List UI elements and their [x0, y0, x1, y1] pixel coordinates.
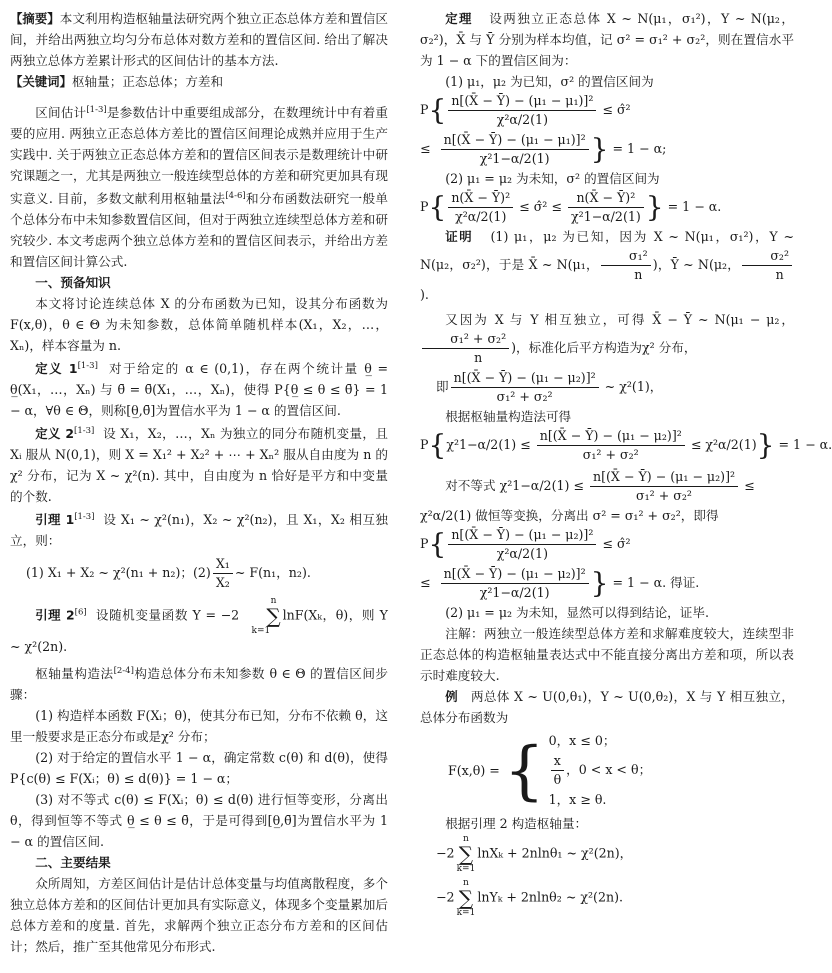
pivot-formula-1 [420, 834, 794, 874]
prob-symbol: P [420, 102, 429, 117]
sec2-paragraph: 众所周知，方差区间估计是估计总体变量与均值离散程度，多个独立总体方差和的区间估计更加具有实际意义，体现多个变量累加后总体方差和的度量. 首先，求解两个独立正态分布方差和的区间估计；然后，推广至其他常见分布形式. [10, 876, 388, 954]
right-column [420, 8, 832, 918]
f3-num-2: n(X̄ − Ȳ)² [568, 189, 644, 208]
abstract-text: 本文利用构造枢轴量法研究两个独立正态总体方差和置信区间，并给出两独立均匀分布总体对数方差和的置信区间. 给出了解决两独立总体方差累计形式的区间估计的基本方法. [10, 11, 389, 68]
proof-p3-tail: ~ χ²(1)， [604, 379, 663, 394]
right-brace: } [645, 190, 664, 224]
lemma1-frac-num: X₁ [213, 555, 233, 574]
proof [420, 226, 794, 305]
prob-symbol: P [420, 536, 429, 551]
proof-p3-den: σ₁² + σ₂² [496, 389, 553, 404]
note-paragraph: 注解：两独立一般连续型总体方差和求解难度较大，连续型非正态总体的构造枢轴量表达式中不能直接分离出方差和项，所以表示时难度较大. [420, 626, 794, 683]
p1-lead: −2 [436, 845, 455, 861]
lemma2-sum [241, 596, 280, 636]
f5-num: n[(X̄ − Ȳ) − (μ₁ − μ₂)]² [448, 526, 596, 545]
p1-tail: lnXₖ + 2nlnθ₁ ~ χ²(2n)， [477, 845, 633, 861]
intro-text-a: 区间估计 [35, 105, 87, 120]
left-column [10, 8, 388, 957]
f4-num: n[(X̄ − Ȳ) − (μ₁ − μ₂)]² [537, 427, 685, 446]
ineq-den: σ₁² + σ₂² [636, 488, 692, 503]
f6-lead: ≤ [420, 575, 431, 590]
formula-6-fraction [441, 565, 589, 602]
proof-formula-3 [420, 369, 794, 406]
pivot-citation: [2-4] [113, 666, 134, 676]
ineq-tail: ≤ [744, 478, 755, 493]
intro-paragraph [10, 100, 388, 272]
theorem-text: 设两独立正态总体 X ~ N(μ₁，σ₁²)，Y ~ N(μ₂，σ₂²)，X̄ 与 Ȳ 分别为样本均值，记 σ² = σ₁² + σ₂²，则在置信水平为 1 − α 下的置信区间为： [420, 11, 795, 68]
f6-tail: = 1 − α. 得证. [612, 575, 700, 590]
piecewise-formula [420, 730, 794, 811]
fx-lhs: F(x,θ) = [448, 763, 500, 778]
p2-sum-top: n [463, 878, 469, 888]
formula-4 [420, 427, 832, 464]
f2-tail: = 1 − α; [612, 141, 667, 156]
right-brace: } [590, 132, 609, 166]
left-brace: { [428, 527, 447, 561]
f4-den: σ₁² + σ₂² [582, 447, 639, 462]
proof-p2-a: 又因为 X 与 Y 相互独立，可得 X̄ − Ȳ ~ N(μ₁ − μ₂， [445, 312, 794, 327]
pivot-formula-2 [420, 878, 794, 918]
f1-num: n[(X̄ − Ȳ) − (μ₁ − μ₁)]² [448, 92, 596, 111]
prob-symbol: P [420, 199, 429, 214]
keywords [10, 71, 388, 92]
step-1: (1) 构造样本函数 F(Xᵢ；θ)，使其分布已知，分布不依赖 θ，这里一般要求是正态分布或是χ² 分布； [10, 708, 388, 744]
p2-tail: lnYₖ + 2nlnθ₂ ~ χ²(2n). [477, 889, 624, 905]
example-text: 两总体 X ~ U(0,θ₁)，Y ~ U(0,θ₂)，X 与 Y 相互独立，总体分布函数为 [420, 689, 794, 725]
p1-sum-top: n [463, 834, 469, 844]
example-label: 例 [445, 689, 458, 704]
left-brace: { [428, 428, 447, 462]
def1-text: 对于给定的 α ∈ (0,1)，存在两个统计量 θ̲ = θ̲(X₁，…，Xₙ) 与 θ̄ = θ̄(X₁，…，Xₙ)，使得 P{θ̲ ≤ θ ≤ θ̄} = 1 − α，∀θ ∈ Θ，则称[θ̲,θ̄]为置信水平为 1 − α 的置信区间. [10, 361, 388, 418]
proof-text-c: ). [420, 287, 429, 302]
f6-num: n[(X̄ − Ȳ) − (μ₁ − μ₂)]² [441, 565, 589, 584]
intro-text-b: 是参数估计中重要组成部分，在数理统计中有着重要的应用. 两独立正态总体方差比的置信区间理论成熟并应用于生产实践中. 关于两独立正态总体方差和的置信区间表示是数理统计中研究课题之一，尤其是两独立一般连续型总体的方差和研究更加具有现实意义. 目前，多数文献利用枢轴量法 [10, 105, 389, 206]
step-3: (3) 对不等式 c(θ) ≤ F(Xᵢ；θ) ≤ d(θ) 进行恒等变形，分离出 θ，得到恒等不等式 θ̲ ≤ θ ≤ θ̄，于是可得到[θ̲,θ̄]为置信水平为 1 − α 的置信区间. [10, 792, 388, 849]
formula-2 [420, 131, 794, 168]
proof-p2-fraction [422, 330, 509, 367]
proof-frac2-den: n [775, 267, 784, 282]
theorem [420, 8, 794, 71]
f4-lead: χ²1−α/2(1) ≤ [446, 437, 531, 452]
definition-1 [10, 356, 388, 421]
pivot-text-b: 构造总体分布未知参数 θ ∈ Θ 的置信区间步骤： [10, 666, 388, 702]
f2-num: n[(X̄ − Ȳ) − (μ₁ − μ₁)]² [441, 131, 589, 150]
proof-paragraph-2 [420, 309, 794, 367]
lemma2-text-a: 设随机变量函数 Y = −2 [95, 607, 240, 623]
proof-frac1-den: n [634, 267, 643, 282]
def2-text: 设 X₁，X₂，…，Xₙ 为独立的同分布随机变量，且 Xᵢ 服从 N(0,1)，则 X = X₁² + X₂² + ⋯ + Xₙ² 服从自由度为 n 的χ² 分布，记为 X ~ χ²(n). 其中，自由度为 n 恰好是平方和中变量的个数. [10, 426, 388, 504]
formula-5 [420, 526, 794, 563]
formula-3-fraction-b [568, 189, 644, 226]
fx-case2-tail: ，0 < x < θ； [566, 762, 652, 777]
proof-fraction-1 [601, 247, 651, 284]
formula-4-fraction [537, 427, 685, 464]
abstract [10, 8, 388, 71]
def2-label: 定义 2 [35, 426, 75, 441]
f3-mid: ≤ σ̂² ≤ [519, 199, 562, 214]
keywords-text: 枢轴量；正态总体；方差和 [71, 74, 224, 89]
f4-tail: ≤ χ²α/2(1) [690, 437, 757, 452]
lemma1-citation: [1-3] [74, 512, 95, 522]
piecewise-cases [549, 730, 652, 811]
ineq-lead: 对不等式 χ²1−α/2(1) ≤ [445, 478, 584, 493]
sigma-symbol: ∑ [458, 886, 474, 910]
fx-case2-num: x [551, 752, 565, 771]
proof-p3-num: n[(X̄ − Ȳ) − (μ₁ − μ₂)]² [451, 369, 599, 388]
lemma2-citation: [6] [74, 607, 87, 618]
abstract-tag: 【摘要】 [10, 11, 60, 26]
sigma-symbol: ∑ [266, 604, 281, 628]
proof-text-b: )，Ȳ ~ N(μ₂， [652, 257, 741, 272]
inequality-paragraph-2: χ²α/2(1) 做恒等变换，分离出 σ² = σ₁² + σ₂²，即得 [420, 508, 719, 523]
formula-6 [420, 565, 794, 602]
fx-case-3: 1，x ≥ θ. [548, 792, 607, 807]
fx-case-1: 0，x ≤ 0； [548, 733, 616, 748]
def1-label: 定义 1 [35, 361, 78, 376]
fx-case2-den: θ [553, 772, 562, 787]
p2-sum-bottom: k=1 [456, 908, 476, 918]
right-brace: } [590, 566, 609, 600]
f4-end: = 1 − α. [778, 437, 832, 452]
section-1-title: 一、预备知识 [35, 275, 111, 290]
f1-den: χ²α/2(1) [496, 112, 548, 127]
lemma1-text: 设 X₁ ~ χ²(n₁)，X₂ ~ χ²(n₂)，且 X₁，X₂ 相互独立，则： [10, 512, 389, 548]
piecewise-brace: { [503, 733, 545, 808]
case-1-intro: (1) μ₁，μ₂ 为已知，σ² 的置信区间为 [445, 74, 654, 89]
f5-den: χ²α/2(1) [496, 546, 548, 561]
lemma1-frac-den: X₂ [215, 575, 230, 590]
example [420, 686, 794, 728]
formula-1-fraction [448, 92, 596, 129]
proof-p3-fraction [451, 369, 599, 406]
lemma1-formula-a: (1) X₁ + X₂ ~ χ²(n₁ + n₂)；(2) [26, 565, 211, 580]
lemma-1 [10, 507, 388, 551]
proof-p2-b: )，标准化后平方构造为χ² 分布， [511, 340, 697, 355]
lemma-2 [10, 596, 388, 657]
lemma2-text-b: lnF(Xₖ，θ)，则 Y ~ χ²(2n). [10, 607, 388, 654]
p2-lead: −2 [436, 889, 455, 905]
proof-p3-lead: 即 [436, 379, 449, 394]
lemma1-formula-b: ~ F(n₁，n₂). [234, 565, 311, 580]
def2-citation: [1-3] [74, 426, 95, 436]
proof-frac2-num: σ₂² [742, 247, 792, 266]
lemma1-formula [10, 555, 388, 592]
sigma-symbol: ∑ [458, 842, 474, 866]
intro-citation-2: [4-6] [225, 191, 246, 201]
piecewise-block [504, 730, 651, 811]
intro-text-c: 和分布函数法研究一般单个总体分布中未知参数置信区间，但对于两独立连续型总体方差和研究较少. 本文考虑两个独立总体方差和的置信区间表示，并给出方差和置信区间计算公式. [10, 191, 388, 269]
lemma1-fraction [213, 555, 233, 592]
f3-tail: = 1 − α. [667, 199, 722, 214]
f2-den: χ²1−α/2(1) [479, 151, 550, 166]
p1-sum [457, 834, 476, 874]
p1-sum-bottom: k=1 [456, 864, 476, 874]
pivot-paragraph [10, 661, 388, 705]
fx-case-2 [549, 752, 652, 789]
proof-frac1-num: σ₁² [601, 247, 651, 266]
section-2-title: 二、主要结果 [35, 855, 111, 870]
case-2-proof: (2) μ₁ = μ₂ 为未知，显然可以得到结论，证毕. [445, 605, 709, 620]
f3-den-1: χ²α/2(1) [455, 209, 507, 224]
sec1-paragraph: 本文将讨论连续总体 X 的分布函数为已知，设其分布函数为 F(x,θ)，θ ∈ Θ 为未知参数，总体简单随机样本(X₁，X₂，…，Xₙ)，样本容量为 n. [10, 296, 388, 353]
proof-p2-den: n [474, 350, 483, 365]
formula-2-fraction [441, 131, 589, 168]
formula-3 [420, 189, 794, 226]
f5-tail: ≤ σ̂² [602, 536, 631, 551]
prob-symbol: P [420, 437, 429, 452]
lemma2-use: 根据引理 2 构造枢轴量： [445, 816, 588, 831]
proof-p2-num: σ₁² + σ₂² [422, 330, 509, 349]
keywords-tag: 【关键词】 [10, 74, 72, 89]
f1-tail: ≤ σ̂² [602, 102, 631, 117]
step-2: (2) 对于给定的置信水平 1 − α，确定常数 c(θ) 和 d(θ)，使得 P{c(θ) ≤ F(Xᵢ；θ) ≤ d(θ)} = 1 − α； [10, 750, 388, 786]
proof-paragraph-4: 根据枢轴量构造法可得 [445, 409, 572, 424]
f3-num-1: n(X̄ − Ȳ)² [448, 189, 513, 208]
f3-den-2: χ²1−α/2(1) [570, 209, 641, 224]
proof-label: 证明 [445, 229, 474, 244]
formula-1 [420, 92, 794, 129]
fx-case2-fraction [551, 752, 565, 789]
def1-citation: [1-3] [77, 361, 98, 371]
right-brace: } [756, 428, 775, 462]
f6-den: χ²1−α/2(1) [479, 585, 550, 600]
proof-text-a: (1) μ₁，μ₂ 为已知，因为 X ~ N(μ₁，σ₁²)，Y ~ N(μ₂，σ₂²)，于是 X̄ ~ N(μ₁， [420, 229, 795, 272]
formula-5-fraction [448, 526, 596, 563]
definition-2 [10, 421, 388, 507]
p2-sum [457, 878, 476, 918]
left-brace: { [428, 93, 447, 127]
proof-fraction-2 [742, 247, 792, 284]
inequality-line [420, 468, 794, 505]
left-brace: { [428, 190, 447, 224]
lemma2-sum-top: n [270, 596, 277, 606]
f2-lead: ≤ [420, 141, 431, 156]
ineq-num: n[(X̄ − Ȳ) − (μ₁ − μ₂)]² [590, 468, 738, 487]
theorem-label: 定理 [445, 11, 473, 26]
lemma2-sum-bottom: k=1 [251, 626, 271, 636]
lemma2-label: 引理 2 [35, 607, 75, 623]
pivot-text-a: 枢轴量构造法 [35, 666, 114, 681]
intro-citation: [1-3] [86, 105, 107, 115]
formula-3-fraction-a [448, 189, 513, 226]
ineq-fraction [590, 468, 738, 505]
case-2-intro: (2) μ₁ = μ₂ 为未知，σ² 的置信区间为 [445, 171, 660, 186]
lemma1-label: 引理 1 [35, 512, 75, 527]
